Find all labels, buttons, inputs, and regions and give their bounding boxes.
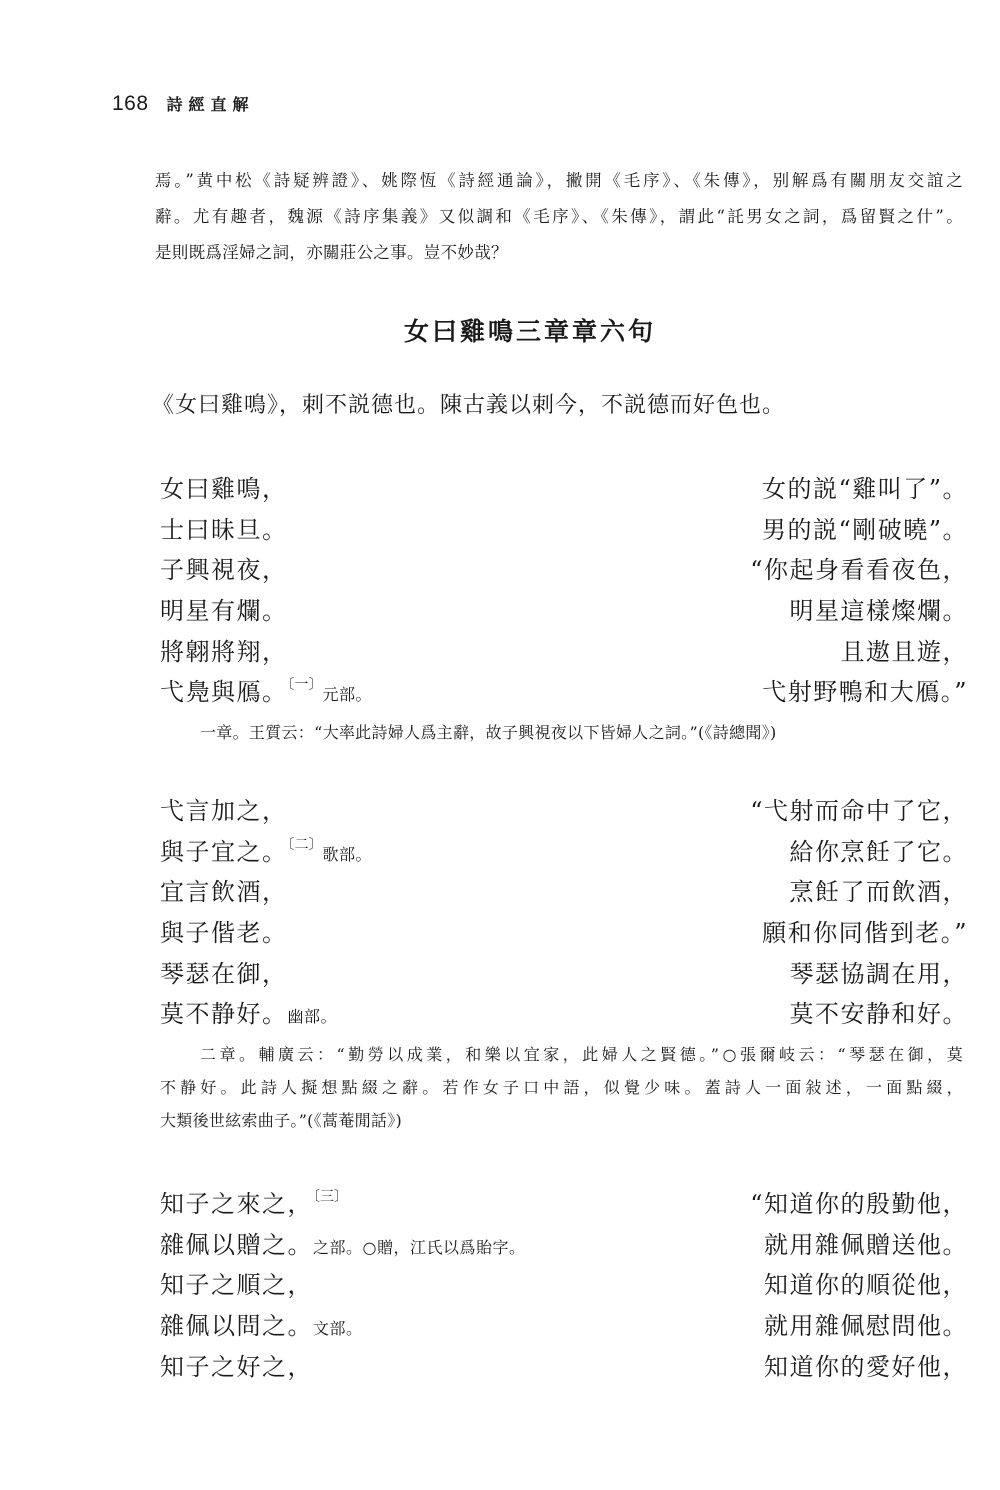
intro-line: 焉。”黄中松《詩疑辨證》、姚際恆《詩經通論》，撇開《毛序》、《朱傳》，别解爲有關朋友交誼之	[155, 171, 963, 190]
translation-text: “弋射而命中了它，	[750, 797, 968, 825]
original-text: 知子之來之，$^{〔三〕}$	[160, 1189, 348, 1218]
preface: 《女曰雞鳴》，刺不説德也。陳古義以刺今，不説德而好色也。	[152, 393, 786, 418]
section-title: 女曰雞鳴三章章六句	[403, 317, 656, 346]
running-header	[112, 92, 255, 124]
translation-text: 琴瑟協調在用，	[789, 959, 968, 988]
translation-text: 莫不安静和好。	[789, 1000, 968, 1029]
verse-line	[160, 954, 968, 995]
intro-line: 是則既爲淫婦之詞，亦關莊公之事。豈不妙哉？	[155, 243, 508, 262]
rhyme-note: 之部。○贈，江氏以爲貽字。	[313, 1237, 526, 1257]
original-text: 子興視夜，	[160, 556, 288, 585]
footnote-marker: 〔二〕	[287, 836, 323, 853]
original-text: 女曰雞鳴，	[160, 475, 288, 503]
stanza-3	[160, 1184, 968, 1387]
verse-line	[160, 591, 968, 632]
rhyme-note: 元部。	[322, 685, 373, 705]
commentary-line: 二章。輔廣云：“勤勞以成業，和樂以宜家，此婦人之賢德。”○張爾岐云：“琴瑟在御，莫	[200, 1045, 963, 1064]
translation-text: 就用雜佩慰問他。	[764, 1312, 968, 1341]
rhyme-note: 文部。	[313, 1319, 363, 1339]
verse-line	[160, 510, 968, 551]
original-text: 弋言加之，	[160, 797, 288, 825]
translation-text: 就用雜佩贈送他。	[764, 1230, 968, 1259]
rhyme-note: 歌部。	[322, 844, 373, 864]
original-text: 將翺將翔，	[160, 637, 288, 666]
footnote-marker: 〔一〕	[287, 677, 323, 694]
stanza-1	[160, 469, 968, 713]
commentary-line: 一章。王質云：“大率此詩婦人爲主辭，故子興視夜以下皆婦人之詞。”(《詩總聞》)	[200, 723, 777, 742]
verse-line	[160, 791, 968, 832]
commentary-line: 大類後世絃索曲子。”(《蒿菴閒話》)	[160, 1111, 403, 1130]
original-text: 莫不静好。幽部。	[160, 1000, 338, 1029]
translation-text: 給你烹飪了它。	[789, 837, 968, 866]
translation-text: 弋射野鴨和大鴈。”	[762, 678, 968, 707]
original-text: 雜佩以問之。文部。	[160, 1312, 363, 1341]
original-text: 與子偕老。	[160, 919, 288, 948]
original-text: 琴瑟在御，	[160, 959, 288, 988]
verse-line	[160, 672, 968, 713]
translation-text: “你起身看看夜色，	[750, 556, 968, 585]
verse-line	[160, 872, 968, 913]
verse-line	[160, 832, 968, 873]
intro-line: 辭。尤有趣者，魏源《詩序集義》又似調和《毛序》、《朱傳》，謂此“託男女之詞，爲留賢之什”。	[155, 207, 963, 226]
verse-line	[160, 1225, 968, 1266]
translation-text: 烹飪了而飲酒，	[789, 878, 968, 907]
intro-paragraph	[155, 163, 963, 271]
original-text: 宜言飲酒，	[160, 878, 288, 907]
verse-line	[160, 469, 968, 510]
translation-text: 明星這樣燦爛。	[789, 597, 968, 626]
translation-text: “知道你的殷勤他，	[750, 1190, 968, 1218]
translation-text: 且遨且遊，	[840, 637, 968, 666]
footnote-marker: 〔三〕	[313, 1189, 348, 1205]
chapter-commentary-1	[200, 716, 960, 749]
original-text: 明星有爛。	[160, 597, 288, 626]
verse-line	[160, 1347, 968, 1388]
commentary-line: 不静好。此詩人擬想點綴之辭。若作女子口中語，似覺少味。蓋詩人一面敍述，一面點綴，	[160, 1078, 963, 1097]
stanza-2	[160, 791, 968, 1035]
original-text: 士曰昧旦。	[160, 515, 288, 544]
translation-text: 知道你的愛好他，	[764, 1352, 968, 1381]
translation-text: 知道你的順從他，	[764, 1271, 968, 1300]
page-number: 168	[112, 92, 149, 115]
verse-line	[160, 1184, 968, 1225]
verse-line	[160, 913, 968, 954]
original-text: 知子之好之，	[160, 1352, 313, 1381]
verse-line	[160, 1306, 968, 1347]
original-text: 雜佩以贈之。之部。○贈，江氏以爲貽字。	[160, 1230, 526, 1259]
translation-text: 願和你同偕到老。”	[762, 919, 968, 948]
book-title: 詩經直解	[166, 95, 255, 114]
chapter-commentary-2	[160, 1038, 963, 1137]
verse-line	[160, 994, 968, 1035]
verse-line	[160, 632, 968, 673]
original-text: 與子宜之。$^{〔二〕}$歌部。	[160, 836, 373, 866]
translation-text: 男的説“剛破曉”。	[761, 515, 968, 544]
verse-line	[160, 1265, 968, 1306]
rhyme-note: 幽部。	[287, 1007, 338, 1027]
original-text: 弋鳧與鴈。$^{〔一〕}$元部。	[160, 677, 373, 707]
translation-text: 女的説“雞叫了”。	[761, 475, 968, 503]
original-text: 知子之順之，	[160, 1271, 313, 1300]
verse-line	[160, 550, 968, 591]
